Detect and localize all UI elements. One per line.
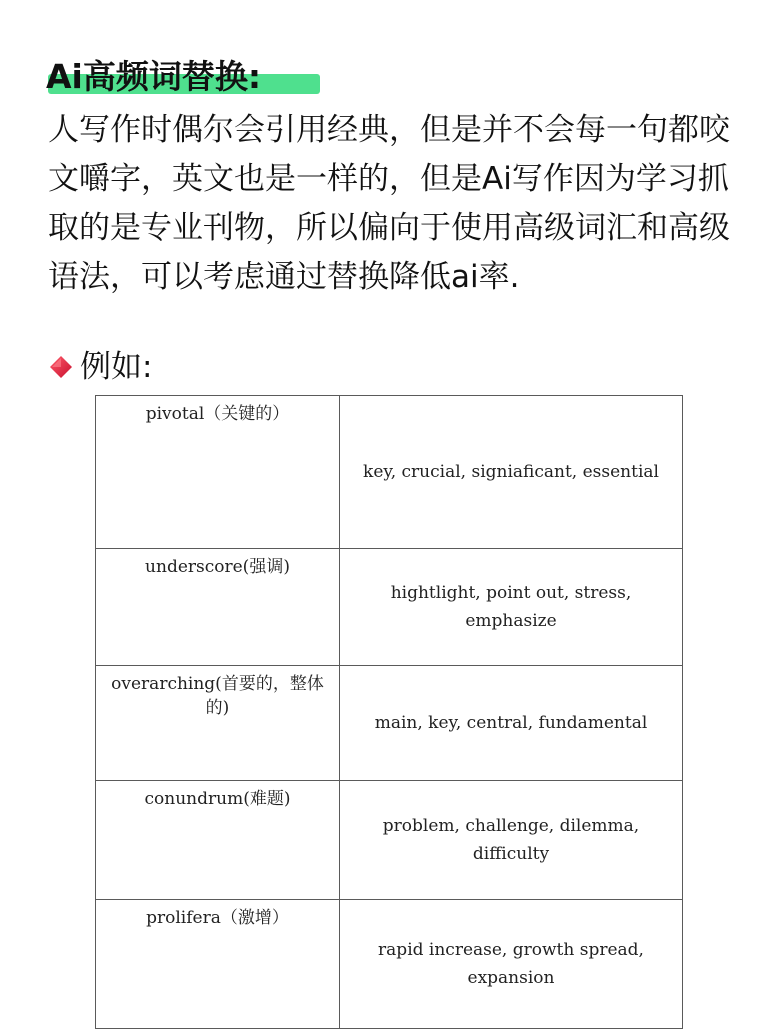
- page-title: Ai高频词替换:: [46, 57, 262, 96]
- word-cell: [96, 549, 340, 666]
- table-row: [96, 781, 683, 900]
- example-label: 例如:: [80, 349, 153, 385]
- synonym-cell: key, crucial, signiaficant, essential: [340, 396, 683, 549]
- synonym-cell: main, key, central, fundamental: [340, 666, 683, 781]
- word-text: prolifera（激增）: [146, 908, 289, 928]
- title-block: [46, 52, 261, 102]
- word-text: underscore(强调): [145, 557, 290, 577]
- intro-paragraph: 人写作时偶尔会引用经典，但是并不会每一句都咬文嚼字，英文也是一样的，但是Ai写作因为学习抓取的是专业刊物，所以偏向于使用高级词汇和高级语法，可以考虑通过替换降低ai率.: [48, 112, 730, 295]
- red-diamond-icon: [50, 356, 72, 378]
- word-text: overarching(首要的，整体的): [111, 674, 324, 718]
- table-row: [96, 666, 683, 781]
- vocabulary-table: [95, 395, 683, 1029]
- table-row: [96, 396, 683, 549]
- word-cell: [96, 396, 340, 549]
- word-text: conundrum(难题): [144, 789, 291, 809]
- table-row: [96, 900, 683, 1029]
- synonym-cell: hightlight, point out, stress, emphasize: [340, 549, 683, 666]
- example-heading: [46, 345, 152, 389]
- word-cell: [96, 900, 340, 1029]
- synonym-cell: rapid increase, growth spread, expansion: [340, 900, 683, 1029]
- word-text: pivotal（关键的）: [145, 404, 290, 424]
- word-cell: [96, 666, 340, 781]
- word-cell: [96, 781, 340, 900]
- synonym-cell: problem, challenge, dilemma, difficulty: [340, 781, 683, 900]
- table-row: [96, 549, 683, 666]
